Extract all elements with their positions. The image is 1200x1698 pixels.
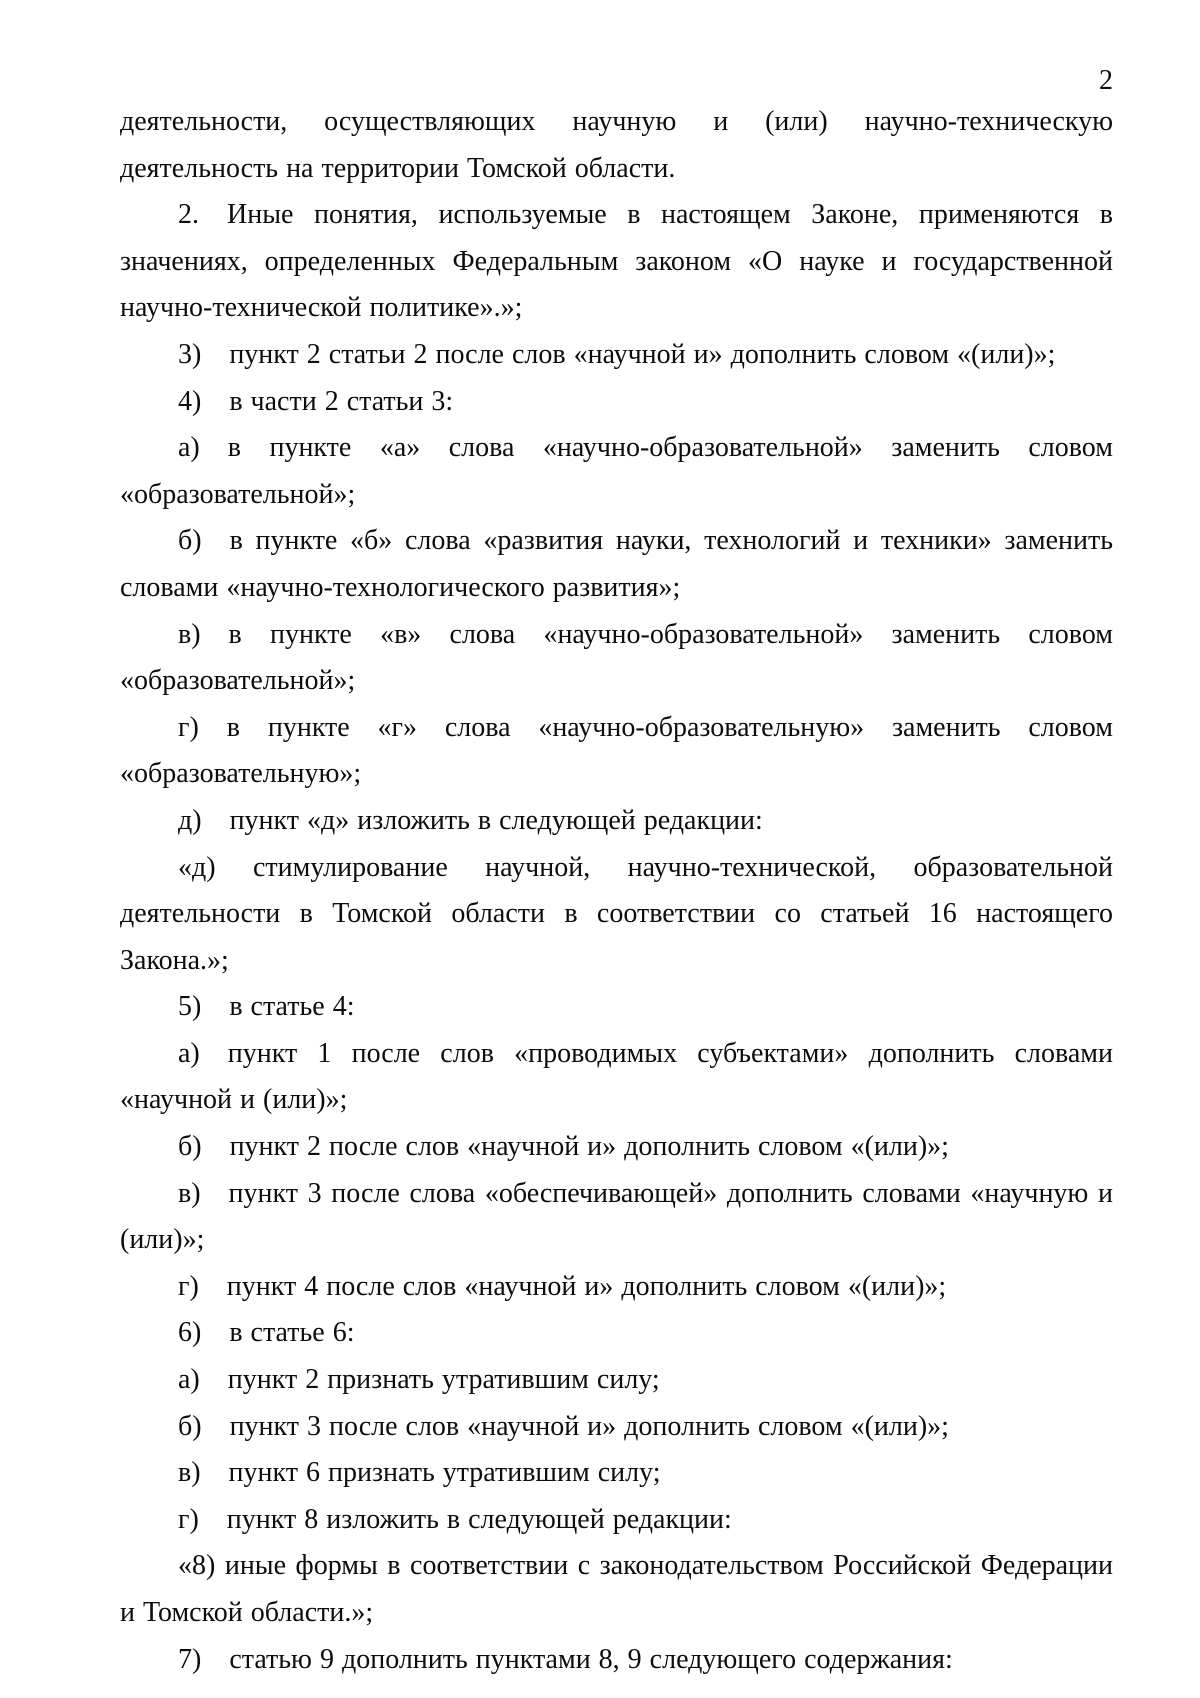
paragraph: «8) иные формы в соответствии с законодательством Российской Федерации и Томской области.»; <box>120 1550 1113 1628</box>
paragraph: а) пункт 1 после слов «проводимых субъектами» дополнить словами «научной и (или)»; <box>120 1037 1113 1116</box>
paragraph: г) пункт 4 после слов «научной и» дополнить словом «(или)»; <box>178 1270 947 1302</box>
paragraph: 5) в статье 4: <box>178 991 355 1023</box>
paragraph: «д) стимулирование научной, научно-технической, образовательной деятельности в Томской области в соответствии со статьей 16 настоящего Закона.»; <box>120 851 1113 976</box>
paragraph: 4) в части 2 статьи 3: <box>178 385 454 417</box>
paragraph: б) пункт 2 после слов «научной и» дополнить словом «(или)»; <box>178 1131 949 1163</box>
paragraph: в) пункт 6 признать утратившим силу; <box>178 1457 661 1489</box>
paragraph: а) пункт 2 признать утратившим силу; <box>178 1364 660 1396</box>
paragraph: деятельности, осуществляющих научную и (или) научно-техническую деятельность на территории Томской области. <box>120 106 1113 184</box>
paragraph: б) пункт 3 после слов «научной и» дополнить словом «(или)»; <box>178 1410 949 1442</box>
paragraph: 7) статью 9 дополнить пунктами 8, 9 следующего содержания: <box>178 1643 953 1675</box>
paragraph: г) пункт 8 изложить в следующей редакции: <box>178 1503 732 1535</box>
paragraph: б) в пункте «б» слова «развития науки, технологий и техники» заменить словами «научно-технологического развития»; <box>120 525 1113 603</box>
paragraph: д) пункт «д» изложить в следующей редакции: <box>178 804 763 836</box>
paragraph: 6) в статье 6: <box>178 1317 355 1349</box>
page-number: 2 <box>1099 65 1113 96</box>
paragraph: а) в пункте «а» слова «научно-образовательной» заменить словом «образовательной»; <box>120 432 1113 510</box>
paragraph: 3) пункт 2 статьи 2 после слов «научной и» дополнить словом «(или)»; <box>178 338 1056 370</box>
paragraph: в) в пункте «в» слова «научно-образовательной» заменить словом «образовательной»; <box>120 618 1113 697</box>
paragraph: 2. Иные понятия, используемые в настоящем Законе, применяются в значениях, определенных Федеральным законом «О науке и государственной научно-технической политике».»; <box>120 199 1113 324</box>
paragraph: г) в пункте «г» слова «научно-образовательную» заменить словом «образовательную»; <box>120 711 1113 790</box>
paragraph: в) пункт 3 после слова «обеспечивающей» дополнить словами «научную и (или)»; <box>120 1177 1113 1256</box>
